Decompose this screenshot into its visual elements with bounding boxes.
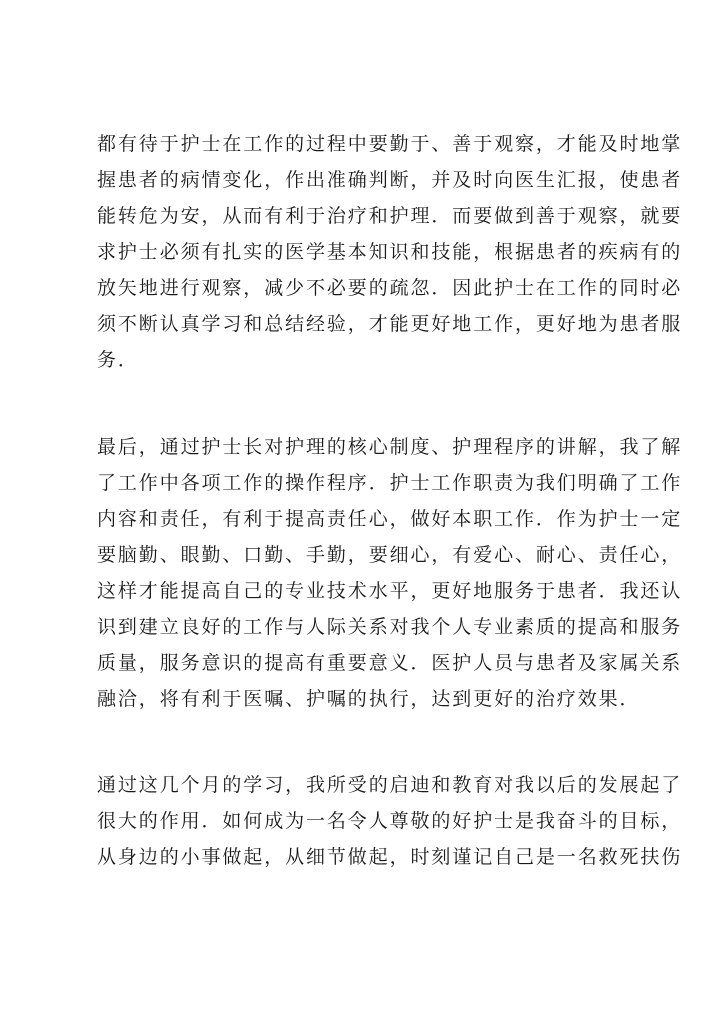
paragraph-2-line-3: 内容和责任，有利于提高责任心，做好本职工作．作为护士一定 (97, 508, 683, 530)
paragraph-3-line-3: 从身边的小事做起，从细节做起，时刻谨记自己是一名救死扶伤 (97, 846, 683, 868)
paragraph-2-line-2: 了工作中各项工作的操作程序．护士工作职责为我们明确了工作 (97, 472, 683, 494)
paragraph-1-line-3: 能转危为安，从而有利于治疗和护理．而要做到善于观察，就要 (97, 205, 683, 227)
paragraph-2-line-8: 融洽，将有利于医嘱、护嘱的执行，达到更好的治疗效果． (97, 688, 641, 710)
paragraph-2-line-7: 质量，服务意识的提高有重要意义．医护人员与患者及家属关系 (97, 652, 683, 674)
paragraph-1-line-7: 务． (97, 349, 139, 371)
paragraph-2-line-6: 识到建立良好的工作与人际关系对我个人专业素质的提高和服务 (97, 616, 683, 638)
paragraph-2-line-5: 这样才能提高自己的专业技术水平，更好地服务于患者．我还认 (97, 580, 683, 602)
paragraph-3-line-2: 很大的作用．如何成为一名令人尊敬的好护士是我奋斗的目标， (97, 810, 683, 832)
paragraph-1-line-6: 须不断认真学习和总结经验，才能更好地工作，更好地为患者服 (97, 313, 683, 335)
paragraph-1-line-1: 都有待于护士在工作的过程中要勤于、善于观察，才能及时地掌 (97, 133, 683, 155)
paragraph-2-line-1: 最后，通过护士长对护理的核心制度、护理程序的讲解，我了解 (97, 436, 683, 458)
paragraph-3-line-1: 通过这几个月的学习，我所受的启迪和教育对我以后的发展起了 (97, 774, 683, 796)
paragraph-2-line-4: 要脑勤、眼勤、口勤、手勤，要细心，有爱心、耐心、责任心， (97, 544, 683, 566)
paragraph-1-line-5: 放矢地进行观察，减少不必要的疏忽．因此护士在工作的同时必 (97, 277, 683, 299)
paragraph-1-line-4: 求护士必须有扎实的医学基本知识和技能，根据患者的疾病有的 (97, 241, 683, 263)
paragraph-1-line-2: 握患者的病情变化，作出准确判断，并及时向医生汇报，使患者 (97, 169, 683, 191)
